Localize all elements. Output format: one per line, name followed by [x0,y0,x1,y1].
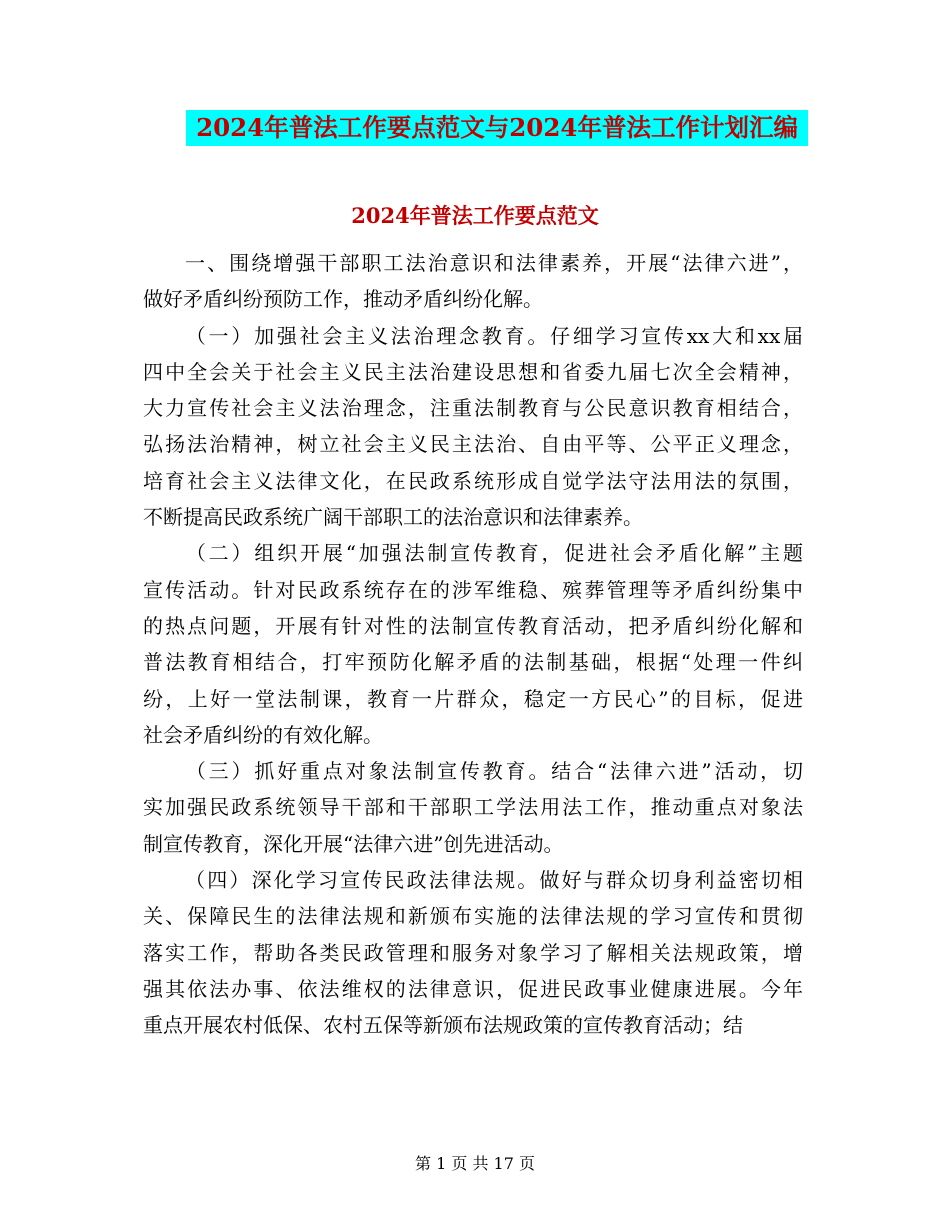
text-line: 关、保障民生的法律法规和新颁布实施的法律法规的学习宣传和贯彻 [143,904,803,929]
paragraph [143,245,803,318]
text-line: （三）抓好重点对象法制宣传教育。结合“法律六进”活动，切 [183,759,803,784]
document-body [143,245,803,1044]
text-line: 弘扬法治精神，树立社会主义民主法治、自由平等、公平正义理念， [143,432,803,457]
text-line: 社会矛盾纠纷的有效化解。 [143,722,383,747]
text-line: 不断提高民政系统广阔干部职工的法治意识和法律素养。 [143,505,643,530]
paragraph [143,753,803,862]
paragraph [143,862,803,1043]
text-line: 培育社会主义法律文化，在民政系统形成自觉学法守法用法的氛围， [143,468,803,493]
text-line: 制宣传教育，深化开展“法律六进”创先进活动。 [143,831,564,856]
text-line: 大力宣传社会主义法治理念，注重法制教育与公民意识教育相结合， [143,396,803,421]
page-footer: 第 1 页 共 17 页 [415,1154,535,1173]
paragraph [143,535,803,753]
text-line: 做好矛盾纠纷预防工作，推动矛盾纠纷化解。 [143,287,543,312]
section-title: 2024年普法工作要点范文 [351,203,599,228]
text-line: 四中全会关于社会主义民主法治建设思想和省委九届七次全会精神， [143,359,803,384]
text-line: 实加强民政系统领导干部和干部职工学法用法工作，推动重点对象法 [143,795,803,820]
document-main-title: 2024年普法工作要点范文与2024年普法工作计划汇编 [186,110,808,146]
text-line: 的热点问题，开展有针对性的法制宣传教育活动，把矛盾纠纷化解和 [143,613,803,638]
paragraph [143,318,803,536]
text-line: 普法教育相结合，打牢预防化解矛盾的法制基础，根据“处理一件纠 [143,650,803,675]
text-line: （一）加强社会主义法治理念教育。仔细学习宣传xx大和xx届 [183,323,803,348]
text-line: 宣传活动。针对民政系统存在的涉军维稳、殡葬管理等矛盾纠纷集中 [143,577,803,602]
text-line: 纷，上好一堂法制课，教育一片群众，稳定一方民心”的目标，促进 [143,686,803,711]
text-line: 一、围绕增强干部职工法治意识和法律素养，开展“法律六进”， [183,251,803,275]
text-line: （四）深化学习宣传民政法律法规。做好与群众切身利益密切相 [183,868,803,893]
text-line: （二）组织开展“加强法制宣传教育，促进社会矛盾化解”主题 [183,541,803,566]
text-line: 强其依法办事、依法维权的法律意识，促进民政事业健康进展。今年 [143,976,803,1001]
text-line: 重点开展农村低保、农村五保等新颁布法规政策的宣传教育活动；结 [143,1013,743,1038]
text-line: 落实工作，帮助各类民政管理和服务对象学习了解相关法规政策，增 [143,940,803,965]
